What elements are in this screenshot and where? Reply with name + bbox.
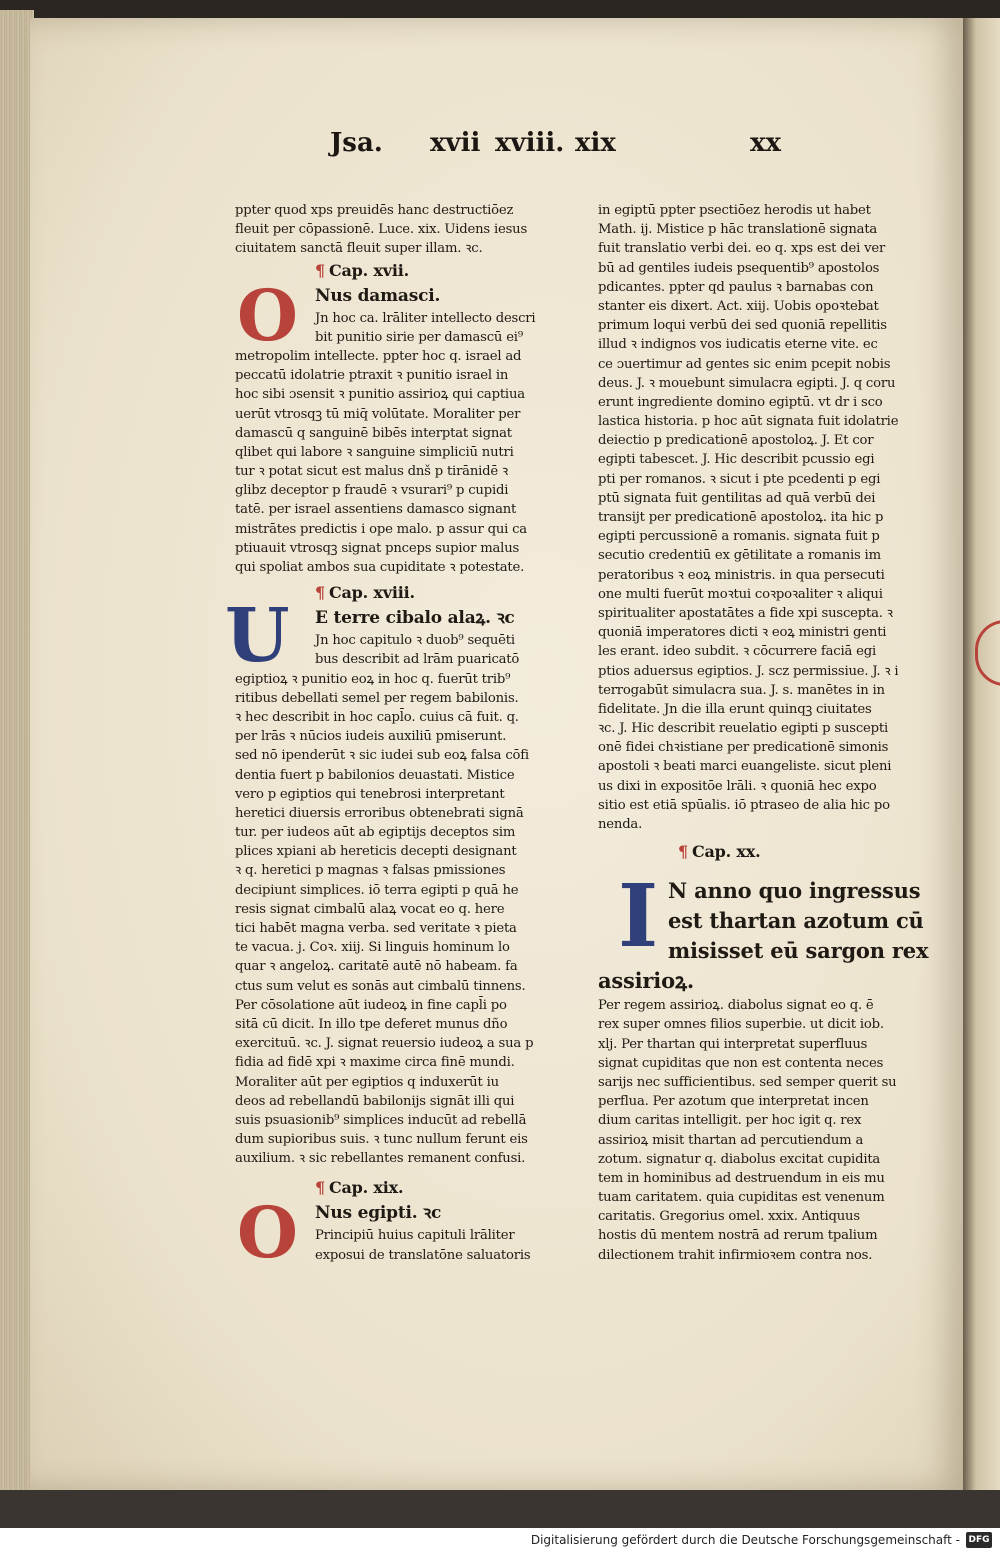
text-line: nenda. xyxy=(598,817,643,832)
pilcrow-icon: ¶ xyxy=(678,842,688,862)
text-line: tur ꝛ potat sicut est malus dnš p tirānidē ꝛ xyxy=(235,464,509,480)
text-line: fleuit per cōpassionē. Luce. xix. Uidens iesus xyxy=(235,222,528,238)
text-line: egipti percussionē a romanis. signata fuit p xyxy=(598,529,880,545)
text-line: quar ꝛ angeloꝝ. caritatē autē nō habeam. fa xyxy=(235,959,518,975)
text-line: pti per romanos. ꝛ sicut i pte pcedenti p egi xyxy=(598,471,881,487)
text-line: dilectionem trahit infirmioꝛem contra nos. xyxy=(598,1247,873,1263)
text-line: signat cupiditas que non est contenta neces xyxy=(598,1055,884,1071)
text-line: quoniā imperatores dicti ꝛ eoꝝ ministri genti xyxy=(598,625,887,641)
initial-letter: I xyxy=(618,866,659,968)
text-line: tatē. per israel assentiens damasco signant xyxy=(235,502,517,518)
text-line: deos ad rebellandū babilonijs signāt illi qui xyxy=(235,1093,515,1109)
text-line: mistrātes predictis i ope malo. p assur qui ca xyxy=(235,521,527,537)
text-line: vero p egiptios qui tenebrosi interpretant xyxy=(235,786,505,802)
chapter-heading xyxy=(598,840,903,864)
text-line: terrogabūt simulacra sua. J. s. manētes in in xyxy=(598,682,885,698)
book-page-edges xyxy=(0,10,34,1490)
text-line: Moraliter aūt per egiptios q induxerūt iu xyxy=(235,1074,499,1090)
text-line: deus. J. ꝛ mouebunt simulacra egipti. J. q coru xyxy=(598,375,896,391)
text-line: erunt ingrediente domino egiptū. vt dr i sco xyxy=(598,394,883,410)
chapter-heading-label: Cap. xx. xyxy=(691,842,761,862)
text-line: tici habēt magna verba. sed veritate ꝛ pieta xyxy=(235,921,517,936)
running-head-chapter: xix xyxy=(575,128,616,158)
text-line: tur. per iudeos aūt ab egiptijs deceptos sim xyxy=(235,825,516,841)
running-head-chapter: xvii xyxy=(430,128,481,158)
incipit: assirioꝝ. xyxy=(598,968,694,994)
funding-notice: Digitalisierung gefördert durch die Deutsche Forschungsgemeinschaft - xyxy=(530,1533,960,1547)
pilcrow-icon: ¶ xyxy=(315,583,325,603)
text-line: lastica historia. p hoc aūt signata fuit idolatrie xyxy=(598,414,899,430)
right-column xyxy=(598,201,929,1265)
text-line: damascū q sanguinē bibēs interptat signat xyxy=(235,425,512,441)
text-line: suis psuasionib⁹ simplices inducūt ad rebellā xyxy=(235,1112,527,1128)
text-line: qlibet qui labore ꝛ sanguine simpliciū nutri xyxy=(235,444,514,460)
text-line: per lrās ꝛ nūcios iudeis auxiliū pmiserunt. xyxy=(235,729,507,745)
text-line: caritatis. Gregorius omel. xxix. Antiquus xyxy=(598,1209,860,1225)
text-line: ce ɔuertimur ad gentes sic enim pcepit nobis xyxy=(598,356,891,372)
text-line: les erant. ideo subdit. ꝛ cōcurrere faciā egi xyxy=(598,644,876,660)
initial-letter: U xyxy=(225,593,290,680)
text-line: in egiptū ppter psectiōez herodis ut habet xyxy=(598,203,871,218)
pilcrow-icon: ¶ xyxy=(315,1178,325,1198)
text-line: bus describit ad lrām puaricatō xyxy=(315,652,520,668)
incipit: misisset eū sargon rex xyxy=(668,938,929,964)
text-line: tuam caritatem. quia cupiditas est venenum xyxy=(598,1190,885,1206)
text-line: Principiū huius capituli lrāliter xyxy=(315,1228,515,1244)
text-line: transijt per predicationē apostoloꝝ. ita hic p xyxy=(598,510,884,525)
chapter-xvii xyxy=(235,259,540,578)
incipit: N anno quo ingressus xyxy=(668,878,921,904)
text-line: fidia ad fidē xpi ꝛ maxime circa finē mundi. xyxy=(235,1055,515,1071)
text-line: auxilium. ꝛ sic rebellantes remanent confusi. xyxy=(235,1151,526,1167)
text-line: assirioꝝ misit thartan ad percutiendum a xyxy=(598,1132,864,1148)
running-head-chapter: xviii. xyxy=(495,128,565,158)
initial-letter: O xyxy=(237,1191,298,1275)
text-line: sitā cū dicit. In illo tpe deferet munus dño xyxy=(235,1016,508,1032)
text-line: tem in hominibus ad destruendum in eis mu xyxy=(598,1170,885,1186)
text-line: dentia fuert p babilonios deuastati. Mistice xyxy=(235,767,515,783)
footer-bar xyxy=(0,1528,1000,1553)
text-line: zotum. signatur q. diabolus excitat cupidita xyxy=(598,1151,881,1167)
chapter-xviii xyxy=(225,581,540,1168)
text-line: secutio credentiū ex gētilitate a romanis im xyxy=(598,548,881,564)
text-line: Jn hoc ca. lrāliter intellecto descri xyxy=(315,310,536,326)
text-line: heretici diuersis erroribus obtenebrati signā xyxy=(235,805,524,821)
chapter-heading-label: Cap. xvii. xyxy=(328,260,409,280)
text-line: exercituū. ꝛc. J. signat reuersio iudeoꝝ a sua p xyxy=(235,1036,534,1052)
text-line: illud ꝛ indignos vos iudicatis eterne vite. ec xyxy=(598,337,878,353)
text-line: stanter eis dixert. Act. xiij. Uobis opoꝛtebat xyxy=(598,298,879,314)
left-column xyxy=(225,201,540,1275)
text-line: dum supioribus suis. ꝛ tunc nullum ferunt eis xyxy=(235,1132,528,1148)
text-line: sitio est etiā spūalis. iō ptraseo de alia hic po xyxy=(598,797,890,813)
text-line: Math. ij. Mistice p hāc translationē signata xyxy=(598,222,878,238)
text-line: us dixi in expositōe lrāli. ꝛ quoniā hec expo xyxy=(598,778,877,794)
text-line: rex super omnes filios superbie. ut dicit iob. xyxy=(598,1017,884,1033)
text-line: qui spoliat ambos sua cupiditate ꝛ potestate. xyxy=(235,560,525,575)
text-line: metropolim intellecte. ppter hoc q. israel ad xyxy=(235,348,522,364)
chapter-heading-label: Cap. xix. xyxy=(328,1178,404,1198)
text-line: uerūt vtrosqꝫ tū miq̄ volūtate. Moraliter per xyxy=(235,406,521,422)
text-line: Jn hoc capitulo ꝛ duob⁹ sequēti xyxy=(315,633,515,649)
text-line: egipti tabescet. J. Hic describit pcussio egi xyxy=(598,452,875,468)
incipit: Nus egipti. ꝛc xyxy=(315,1203,442,1224)
text-line: xlj. Per thartan qui interpretat superfluus xyxy=(598,1036,868,1052)
text-line: onē fidei chꝛistiane per predicationē simonis xyxy=(598,740,889,756)
text-line: glibz deceptor p fraudē ꝛ vsurari⁹ p cupidi xyxy=(235,483,509,499)
running-head-book: Jsa. xyxy=(330,128,383,158)
text-line: bū ad gentiles iudeis psequentib⁹ apostolos xyxy=(598,260,880,276)
text-line: sed nō ipenderūt ꝛ sic iudei sub eoꝝ falsa cōfi xyxy=(235,748,529,764)
text-line: resis signat cimbalū alaꝝ vocat eo q. here xyxy=(235,901,505,917)
text-line: ptios aduersus egiptios. J. scz permissiue. J. ꝛ i xyxy=(598,663,899,679)
text-line: plices xpiani ab hereticis decepti designant xyxy=(235,844,517,860)
text-line: hoc sibi ɔsensit ꝛ punitio assirioꝝ qui captiua xyxy=(235,387,525,403)
text-line: apostoli ꝛ beati marci euangeliste. sicut pleni xyxy=(598,759,892,775)
dfg-logo: DFG xyxy=(966,1532,992,1548)
running-head-chapter: xx xyxy=(750,128,782,158)
initial-letter: O xyxy=(237,273,298,357)
text-line: deiectio p predicationē apostoloꝝ. J. Et cor xyxy=(598,433,874,449)
text-line: ptū signata fuit gentilitas ad quā verbū dei xyxy=(598,490,876,506)
running-head xyxy=(330,128,800,168)
text-line: sarijs nec sufficientibus. sed semper querit su xyxy=(598,1074,897,1090)
text-line: fuit translatio verbi dei. eo q. xps est dei ver xyxy=(598,241,886,257)
text-line: ꝛ hec describit in hoc capl̄o. cuius cā fuit. q. xyxy=(235,709,519,725)
page-gutter xyxy=(963,18,1000,1490)
text-line: fidelitate. Jn die illa erunt quinqꝫ ciuitates xyxy=(598,701,872,717)
text-line: hostis dū mentem nostrā ad rerum tpalium xyxy=(598,1228,878,1244)
text-line: pdicantes. ppter qd paulus ꝛ barnabas con xyxy=(598,279,874,295)
text-line: bit punitio sirie per damascū ei⁹ xyxy=(315,329,523,345)
text-line: ꝛ q. heretici p magnas ꝛ falsas pmissiones xyxy=(235,863,506,879)
text-line: exposui de translatōne saluatoris xyxy=(315,1247,531,1263)
chapter-xix xyxy=(235,1176,540,1275)
text-line: peccatū idolatrie ptraxit ꝛ punitio israel in xyxy=(235,368,509,384)
text-line: dium caritas intelligit. per hoc igit q. rex xyxy=(598,1113,862,1129)
text-line: spiritualiter apostatātes a fide xpi suscepta. ꝛ xyxy=(598,605,893,621)
text-line: ciuitatem sanctā fleuit super illam. ꝛc. xyxy=(235,241,483,257)
text-line: ꝛc. J. Hic describit reuelatio egipti p suscepti xyxy=(598,721,888,737)
chapter-heading-label: Cap. xviii. xyxy=(328,583,415,603)
right-column-body xyxy=(598,201,903,834)
incipit: Nus damasci. xyxy=(315,285,441,306)
text-line: ptiuauit vtrosqꝫ signat pnceps supior malus xyxy=(235,540,520,556)
text-line: egiptioꝝ ꝛ punitio eoꝝ in hoc q. fuerūt trib⁹ xyxy=(235,671,511,687)
text-line: Per regem assirioꝝ. diabolus signat eo q. ē xyxy=(598,998,874,1014)
text-line: te vacua. j. Coꝛ. xiij. Si linguis hominum lo xyxy=(235,940,510,956)
text-line: Per cōsolatione aūt iudeoꝝ in fine capl̄i po xyxy=(235,997,507,1013)
text-line: ppter quod xps preuidēs hanc destructiōez xyxy=(235,203,514,218)
text-line: ctus sum velut es sonās aut cimbalū tinnens. xyxy=(235,978,526,994)
incipit: est thartan azotum cū xyxy=(668,908,924,934)
pilcrow-icon: ¶ xyxy=(315,260,325,280)
text-line: one multi fuerūt moꝛtui coꝛpoꝛaliter ꝛ aliqui xyxy=(598,586,883,602)
text-line: ritibus debellati semel per regem babilonis. xyxy=(235,690,519,706)
text-line: decipiunt simplices. iō terra egipti p quā he xyxy=(235,882,519,898)
text-line: primum loqui verbū dei sed quoniā repellitis xyxy=(598,318,887,334)
text-line: peratoribus ꝛ eoꝝ ministris. in qua persecuti xyxy=(598,567,885,583)
text-line: perflua. Per azotum que interpretat incen xyxy=(598,1094,869,1110)
incipit: E terre cibalo alaꝝ. ꝛc xyxy=(315,608,515,629)
chapter-xx xyxy=(598,840,929,1265)
